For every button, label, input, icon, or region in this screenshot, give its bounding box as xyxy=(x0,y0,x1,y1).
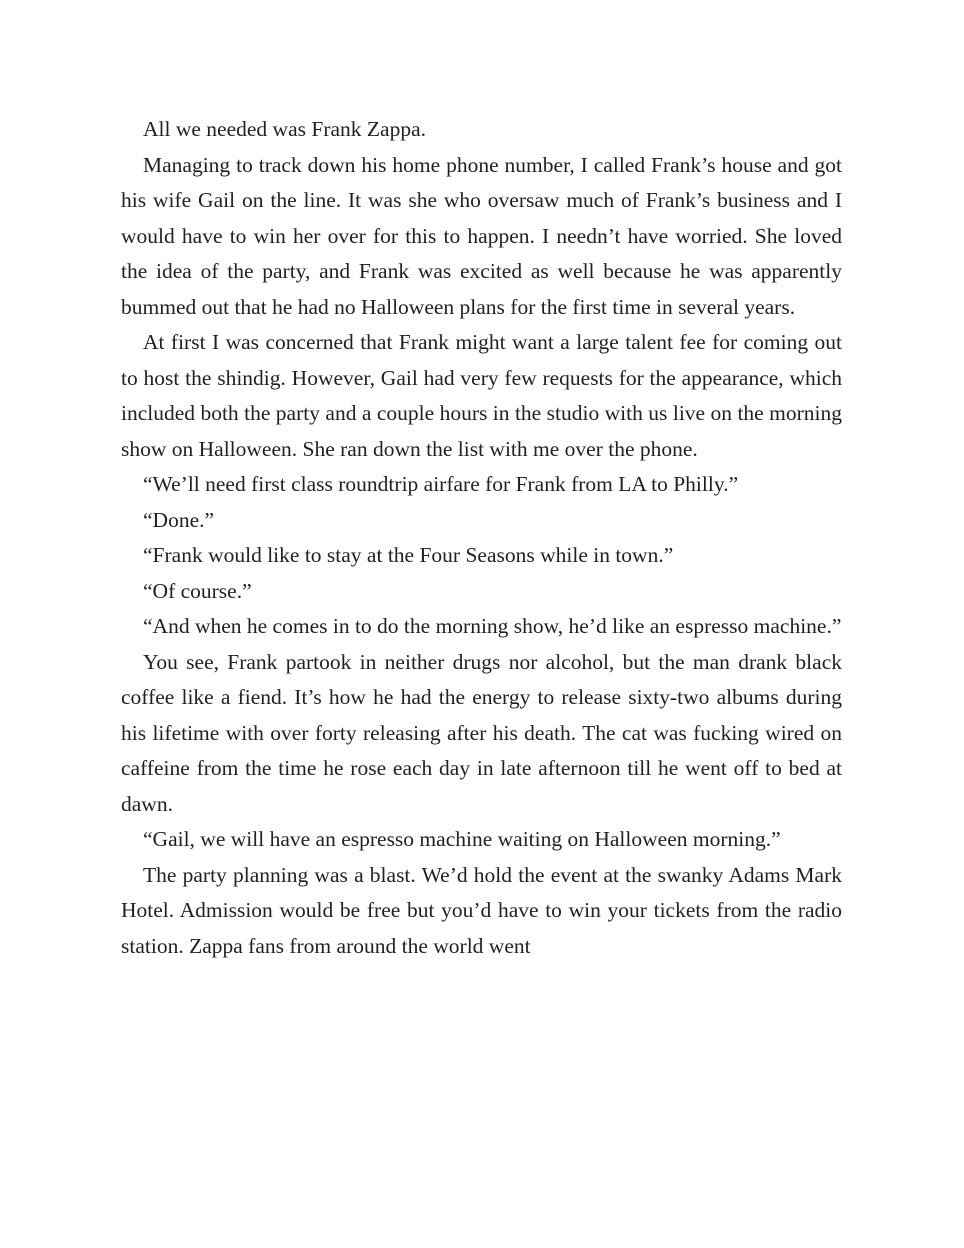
dialogue-line: “We’ll need first class roundtrip airfare for Frank from LA to Philly.” xyxy=(143,472,739,496)
paragraph: You see, Frank partook in neither drugs nor alcohol, but the man drank black coffee like a fiend. It’s how he had the energy to release sixty-two albums during his lifetime with over forty releasing after his death. The cat was fucking wired on caffeine from the time he rose each day in late afternoon till he went off to bed at dawn. xyxy=(121,649,842,816)
dialogue-line: “Done.” xyxy=(143,507,215,532)
book-page xyxy=(121,112,842,964)
dialogue-line: “Frank would like to stay at the Four Seasons while in town.” xyxy=(143,543,674,567)
dialogue-line: “Gail, we will have an espresso machine waiting on Halloween morning.” xyxy=(143,827,781,851)
paragraph: All we needed was Frank Zappa. xyxy=(143,117,426,141)
paragraph: Managing to track down his home phone number, I called Frank’s house and got his wife Gail on the line. It was she who oversaw much of Frank’s business and I would have to win her over for this to happen. I needn’t have worried. She loved the idea of the party, and Frank was excited as well because he was apparently bummed out that he had no Halloween plans for the first time in several years. xyxy=(121,152,842,319)
dialogue-line: “And when he comes in to do the morning show, he’d like an espresso machine.” xyxy=(143,614,842,638)
paragraph: At first I was concerned that Frank might want a large talent fee for coming out to host the shindig. However, Gail had very few requests for the appearance, which included both the party and a couple hours in the studio with us live on the morning show on Halloween. She ran down the list with me over the phone. xyxy=(121,330,842,461)
dialogue-line: “Of course.” xyxy=(143,578,252,603)
paragraph: The party planning was a blast. We’d hold the event at the swanky Adams Mark Hotel. Admission would be free but you’d have to win your tickets from the radio station. Zappa fans from around the world went xyxy=(121,862,842,958)
